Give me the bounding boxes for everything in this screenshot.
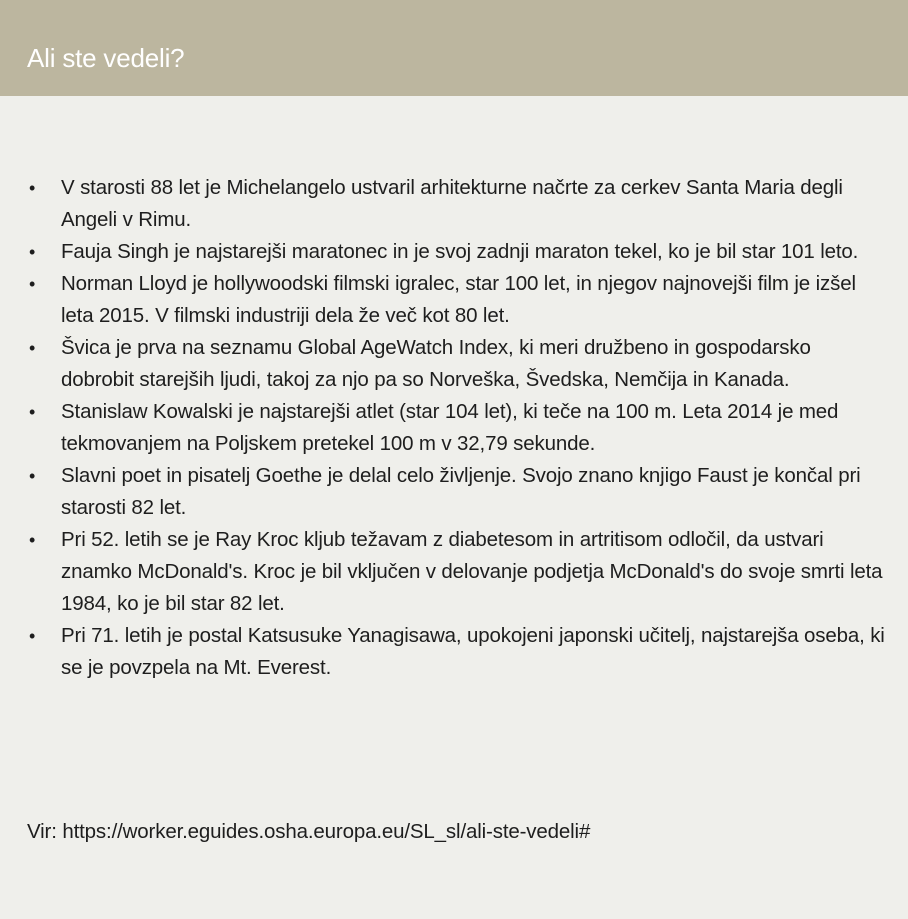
bullet-icon: • (29, 338, 36, 358)
bullet-icon: • (29, 178, 36, 198)
list-item (29, 172, 889, 236)
list-item (29, 460, 889, 524)
header-banner (0, 0, 908, 96)
fact-text: V starosti 88 let je Michelangelo ustvaril arhitekturne načrte za cerkev Santa Maria degli Angeli v Rimu. (61, 176, 843, 231)
bullet-icon: • (29, 466, 36, 486)
fact-text: Fauja Singh je najstarejši maratonec in je svoj zadnji maraton tekel, ko je bil star 101 leto. (61, 240, 859, 263)
bullet-icon: • (29, 402, 36, 422)
list-item (29, 524, 889, 620)
fact-text: Slavni poet in pisatelj Goethe je delal celo življenje. Svojo znano knjigo Faust je končal pri starosti 82 let. (61, 464, 861, 519)
bullet-icon: • (29, 530, 36, 550)
list-item (29, 236, 889, 268)
fact-text: Norman Lloyd je hollywoodski filmski igralec, star 100 let, in njegov najnovejši film je izšel leta 2015. V filmski industriji dela že več kot 80 let. (61, 272, 856, 327)
fact-text: Stanislaw Kowalski je najstarejši atlet (star 104 let), ki teče na 100 m. Leta 2014 je med tekmovanjem na Poljskem pretekel 100 m v 32,79 sekunde. (61, 400, 839, 455)
fact-text: Pri 52. letih se je Ray Kroc kljub težavam z diabetesom in artritisom odločil, da ustvari znamko McDonald's. Kroc je bil vključen v delovanje podjetja McDonald's do svoje smrti leta 1984, ko je bil star 82 let. (61, 528, 883, 615)
bullet-icon: • (29, 274, 36, 294)
list-item (29, 268, 889, 332)
bullet-icon: • (29, 242, 36, 262)
page-title: Ali ste vedeli? (27, 43, 185, 73)
list-item (29, 332, 889, 396)
fact-text: Švica je prva na seznamu Global AgeWatch Index, ki meri družbeno in gospodarsko dobrobit starejših ljudi, takoj za njo pa so Norveška, Švedska, Nemčija in Kanada. (61, 336, 811, 391)
source-citation: Vir: https://worker.eguides.osha.europa.eu/SL_sl/ali-ste-vedeli# (27, 820, 591, 843)
list-item (29, 396, 889, 460)
bullet-icon: • (29, 626, 36, 646)
fact-text: Pri 71. letih je postal Katsusuke Yanagisawa, upokojeni japonski učitelj, najstarejša oseba, ki se je povzpela na Mt. Everest. (61, 624, 885, 679)
facts-list (29, 172, 889, 684)
list-item (29, 620, 889, 684)
